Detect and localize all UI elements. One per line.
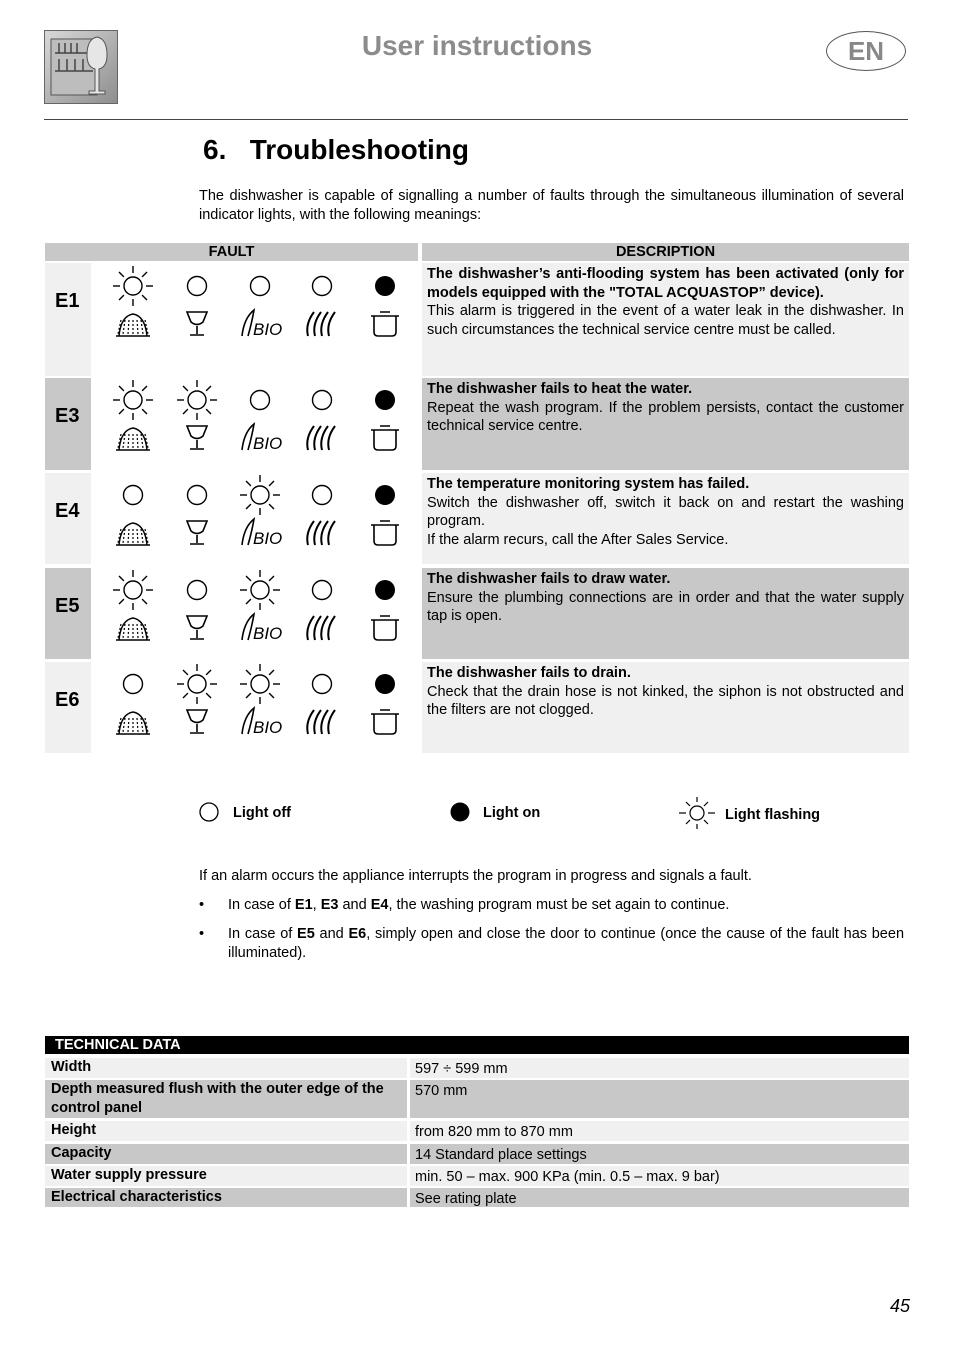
fault-title: The dishwasher fails to heat the water. [427, 381, 693, 397]
light-on-icon [375, 485, 395, 505]
bullet-item: • In case of E1, E3 and E4, the washing program must be set again to continue. [199, 897, 730, 913]
bio-icon [242, 424, 282, 453]
wave-icon [307, 426, 335, 450]
fault-description [422, 473, 909, 564]
indicator-lights [91, 263, 418, 376]
svg-text:BIO: BIO [253, 718, 283, 737]
wave-icon [307, 710, 335, 734]
fault-body: Ensure the plumbing connections are in order and that the water supply tap is open. [427, 589, 904, 624]
legend-light-off: Light off [233, 805, 291, 821]
bio-icon [242, 519, 282, 548]
light-off-icon [313, 391, 332, 410]
bio-icon [242, 708, 282, 737]
fault-body: Check that the drain hose is not kinked, the siphon is not obstructed and the filters are not clogged. [427, 683, 904, 718]
intro-paragraph: The dishwasher is capable of signalling a number of faults through the simultaneous illumination of several indicator lights, with the following meanings: [199, 188, 904, 223]
light-flash-icon [113, 266, 153, 306]
fault-body: This alarm is triggered in the event of a water leak in the dishwasher. In such circumstances the technical service centre must be called. [427, 303, 904, 338]
legend-light-on: Light on [483, 805, 541, 821]
wave-icon [307, 312, 335, 336]
section-title: 6. Troubleshooting [203, 134, 469, 165]
bio-icon [242, 310, 282, 339]
tech-value: from 820 mm to 870 mm [410, 1121, 909, 1141]
fault-code: E5 [45, 568, 91, 659]
spray-icon [116, 618, 150, 640]
legend-light-flashing: Light flashing [725, 807, 821, 823]
svg-text:BIO: BIO [253, 434, 283, 453]
header-title: User instructions [361, 30, 593, 61]
pot-icon [371, 710, 399, 734]
pot-icon [371, 312, 399, 336]
fault-body: Repeat the wash program. If the problem persists, contact the customer technical service centre. [427, 399, 904, 434]
fault-title: The dishwasher’s anti-flooding system has been activated (only for models equipped with the "TOTAL ACQUASTOP” device). [427, 266, 904, 301]
fault-column-header: FAULT [45, 243, 418, 261]
glass-icon [187, 426, 207, 449]
tech-label: Water supply pressure [45, 1166, 407, 1186]
svg-text:BIO: BIO [253, 624, 283, 643]
indicator-lights [91, 568, 418, 659]
indicator-lights [91, 473, 418, 564]
light-off-icon [198, 801, 220, 828]
wave-icon [307, 521, 335, 545]
light-off-icon [124, 486, 143, 505]
description-column-header: DESCRIPTION [422, 243, 909, 261]
light-off-icon [251, 277, 270, 296]
indicator-lights [91, 378, 418, 470]
pot-icon [371, 616, 399, 640]
fault-body: Switch the dishwasher off, switch it back on and restart the washing program. If the alarm recurs, call the After Sales Service. [427, 494, 904, 548]
fault-code: E1 [45, 263, 91, 376]
header-divider [44, 119, 908, 120]
glass-icon [187, 710, 207, 733]
glass-icon [187, 312, 207, 335]
fault-code: E6 [45, 662, 91, 753]
light-on-icon [375, 674, 395, 694]
spray-icon [116, 712, 150, 734]
tech-value: See rating plate [410, 1188, 909, 1207]
fault-title: The dishwasher fails to draw water. [427, 571, 671, 587]
wave-icon [307, 616, 335, 640]
fault-description [422, 662, 909, 753]
fault-title: The dishwasher fails to drain. [427, 665, 631, 681]
tech-label: Height [45, 1121, 407, 1141]
spray-icon [116, 314, 150, 336]
light-on-icon [375, 390, 395, 410]
light-off-icon [188, 581, 207, 600]
spray-icon [116, 523, 150, 545]
technical-data-header: TECHNICAL DATA [45, 1036, 909, 1054]
bullet-item: • In case of E5 and E6, simply open and close the door to continue (once the cause of the fault has been illuminated). [199, 926, 905, 961]
light-flash-icon [678, 796, 716, 835]
light-on-icon [375, 580, 395, 600]
fault-description [422, 263, 909, 376]
spray-icon [116, 428, 150, 450]
fault-description [422, 378, 909, 470]
light-on-icon [375, 276, 395, 296]
light-off-icon [188, 486, 207, 505]
light-off-icon [124, 675, 143, 694]
fault-description [422, 568, 909, 659]
svg-text:BIO: BIO [253, 320, 283, 339]
light-on-icon [449, 801, 471, 828]
light-off-icon [313, 675, 332, 694]
tech-value: min. 50 – max. 900 KPa (min. 0.5 – max. 9 bar) [410, 1166, 909, 1186]
pot-icon [371, 426, 399, 450]
light-off-icon [313, 277, 332, 296]
indicator-lights [91, 662, 418, 753]
bio-icon [242, 614, 282, 643]
tech-label: Depth measured flush with the outer edge of the control panel [45, 1080, 407, 1118]
glass-icon [187, 616, 207, 639]
fault-code: E4 [45, 473, 91, 564]
light-flash-icon [113, 380, 153, 420]
fault-title: The temperature monitoring system has failed. [427, 476, 750, 492]
tech-label: Width [45, 1058, 407, 1078]
tech-value: 597 ÷ 599 mm [410, 1058, 909, 1078]
light-flash-icon [240, 570, 280, 610]
tech-value: 570 mm [410, 1080, 909, 1118]
glass-icon [187, 521, 207, 544]
light-flash-icon [113, 570, 153, 610]
tech-value: 14 Standard place settings [410, 1144, 909, 1164]
language-badge: EN [826, 31, 906, 71]
page-number: 45 [889, 1296, 910, 1316]
fault-code: E3 [45, 378, 91, 470]
pot-icon [371, 521, 399, 545]
tech-label: Capacity [45, 1144, 407, 1164]
light-off-icon [188, 277, 207, 296]
tech-label: Electrical characteristics [45, 1188, 407, 1207]
light-flash-icon [240, 475, 280, 515]
svg-text:BIO: BIO [253, 529, 283, 548]
light-off-icon [313, 486, 332, 505]
light-flash-icon [240, 664, 280, 704]
light-flash-icon [177, 664, 217, 704]
light-off-icon [313, 581, 332, 600]
light-off-icon [251, 391, 270, 410]
alarm-note: If an alarm occurs the appliance interrupts the program in progress and signals a fault. [199, 868, 752, 884]
light-flash-icon [177, 380, 217, 420]
